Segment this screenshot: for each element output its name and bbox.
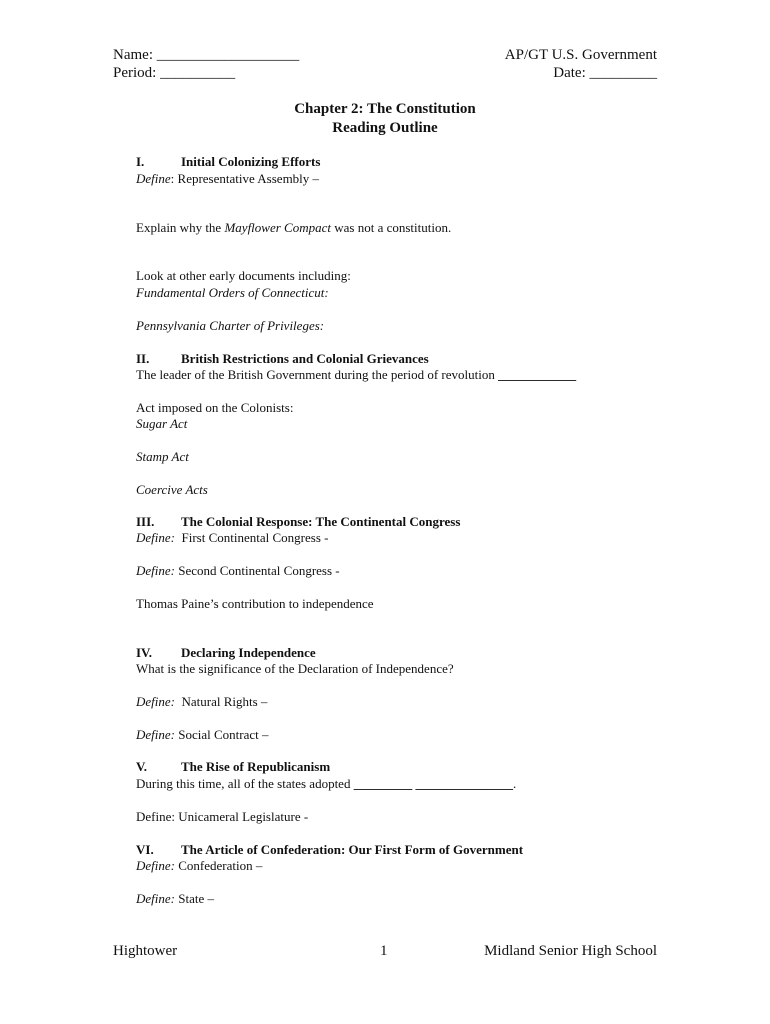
- section-2-heading: II. British Restrictions and Colonial Grievances: [136, 351, 429, 366]
- header-right: [505, 46, 657, 82]
- acts-prompt: Act imposed on the Colonists:: [136, 400, 294, 415]
- section-number: I.: [136, 154, 145, 169]
- date-field: Date: _________: [553, 65, 657, 81]
- british-leader-question: The leader of the British Government during the period of revolution ____________: [136, 367, 577, 382]
- period-field: Period: __________: [113, 65, 236, 81]
- chapter-title: Chapter 2: The Constitution: [294, 101, 476, 117]
- define-unicameral: Define: Unicameral Legislature -: [136, 809, 309, 824]
- section-3-heading: III. The Colonial Response: The Continental Congress: [136, 514, 461, 529]
- declaration-significance: What is the significance of the Declaration of Independence?: [136, 661, 454, 676]
- sugar-act: Sugar Act: [136, 416, 188, 431]
- define-representative-assembly: Define: Representative Assembly –: [136, 171, 320, 186]
- footer-author: Hightower: [113, 943, 178, 959]
- early-documents-prompt: Look at other early documents including:: [136, 268, 351, 283]
- thomas-paine-question: Thomas Paine’s contribution to independence: [136, 596, 374, 611]
- name-field: Name: ___________________: [113, 47, 300, 63]
- course-title: AP/GT U.S. Government: [504, 47, 657, 63]
- section-6-heading: VI. The Article of Confederation: Our First Form of Government: [136, 842, 524, 857]
- section-title: Initial Colonizing Efforts: [181, 154, 321, 169]
- define-first-congress: Define: First Continental Congress -: [136, 530, 329, 545]
- define-social-contract: Define: Social Contract –: [136, 727, 269, 742]
- section-4-heading: IV. Declaring Independence: [136, 645, 316, 660]
- stamp-act: Stamp Act: [136, 449, 189, 464]
- define-confederation: Define: Confederation –: [136, 858, 263, 873]
- explain-mayflower-compact: Explain why the Mayflower Compact was not a constitution.: [136, 220, 452, 235]
- states-adopted-question: During this time, all of the states adopted _________ _______________.: [136, 776, 517, 791]
- section-1-heading: [136, 154, 320, 170]
- page-number: 1: [380, 943, 388, 959]
- pennsylvania-charter: Pennsylvania Charter of Privileges:: [136, 318, 325, 333]
- header-left: [113, 46, 299, 82]
- define-natural-rights: Define: Natural Rights –: [136, 694, 268, 709]
- page-title: [0, 100, 770, 138]
- fundamental-orders: Fundamental Orders of Connecticut:: [136, 285, 329, 300]
- define-second-congress: Define: Second Continental Congress -: [136, 563, 340, 578]
- outline-subtitle: Reading Outline: [332, 120, 438, 136]
- coercive-acts: Coercive Acts: [136, 482, 208, 497]
- section-5-heading: V. The Rise of Republicanism: [136, 759, 331, 774]
- footer-school: Midland Senior High School: [484, 943, 657, 959]
- define-state: Define: State –: [136, 891, 214, 906]
